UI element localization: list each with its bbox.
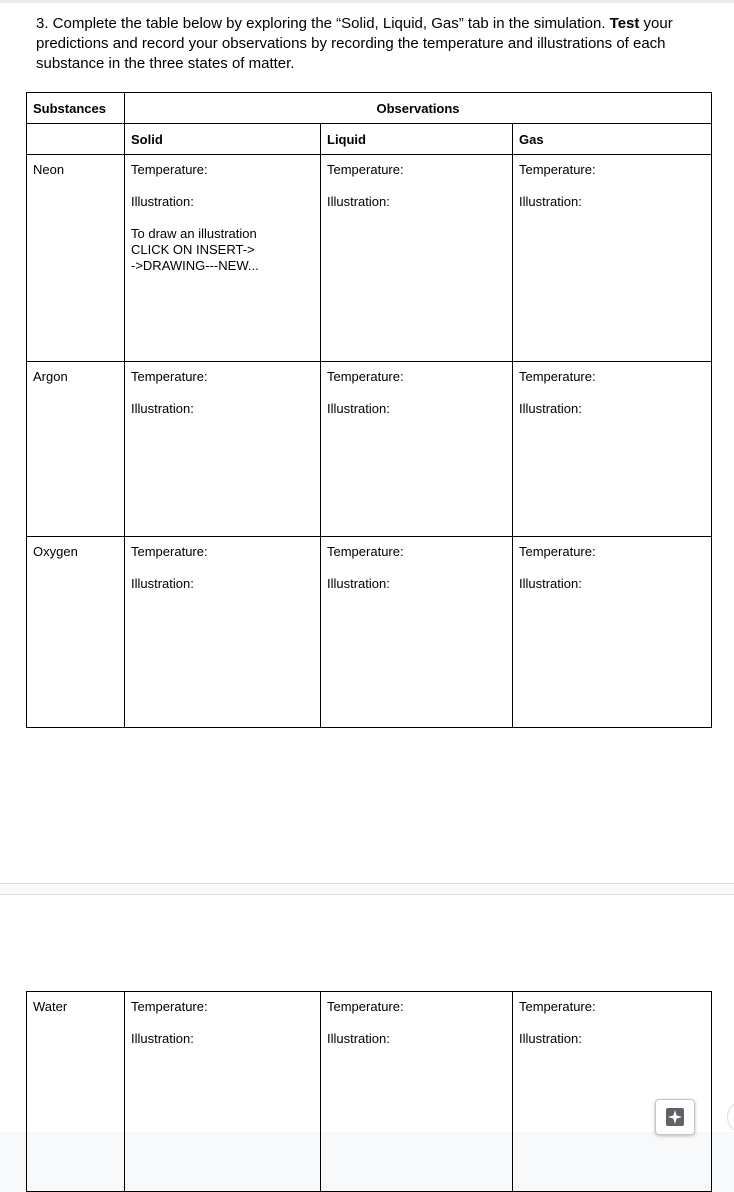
illustration-label: Illustration: (519, 194, 582, 209)
temperature-label: Temperature: (131, 162, 208, 177)
temperature-label: Temperature: (327, 162, 404, 177)
gas-cell[interactable] (513, 537, 712, 728)
solid-cell[interactable] (125, 992, 321, 1192)
temperature-label: Temperature: (519, 999, 596, 1014)
illustration-label: Illustration: (519, 576, 582, 591)
temperature-label: Temperature: (327, 999, 404, 1014)
drawing-instruction-note: To draw an illustration CLICK ON INSERT-> ->DRAWING---NEW... (131, 226, 259, 273)
illustration-label: Illustration: (327, 1031, 390, 1046)
header-gas: Gas (513, 124, 712, 155)
illustration-label: Illustration: (327, 576, 390, 591)
subheader-empty (27, 124, 125, 155)
illustration-label: Illustration: (519, 1031, 582, 1046)
temperature-label: Temperature: (519, 369, 596, 384)
header-observations: Observations (125, 93, 712, 124)
header-solid: Solid (125, 124, 321, 155)
liquid-cell[interactable] (321, 362, 513, 537)
illustration-label: Illustration: (327, 401, 390, 416)
sparkle-icon (665, 1107, 685, 1127)
temperature-label: Temperature: (327, 544, 404, 559)
temperature-label: Temperature: (131, 369, 208, 384)
substance-cell[interactable] (27, 362, 125, 537)
table-row-argon (27, 362, 712, 537)
illustration-label: Illustration: (131, 576, 194, 591)
illustration-label: Illustration: (327, 194, 390, 209)
question-part-2: your predictions and record your observations by recording the temperature and illustrations of each substance in the three states of matter. (36, 15, 673, 72)
solid-cell[interactable] (125, 155, 321, 362)
substance-cell[interactable] (27, 992, 125, 1192)
illustration-label: Illustration: (131, 401, 194, 416)
gas-cell[interactable] (513, 362, 712, 537)
liquid-cell[interactable] (321, 155, 513, 362)
illustration-label: Illustration: (519, 401, 582, 416)
temperature-label: Temperature: (519, 544, 596, 559)
explore-button[interactable] (655, 1099, 695, 1135)
gas-cell[interactable] (513, 155, 712, 362)
table-subheader-row (27, 124, 712, 155)
substance-name: Water (33, 999, 68, 1014)
temperature-label: Temperature: (131, 999, 208, 1014)
question-bold-word: Test (609, 15, 640, 32)
table-row-water (27, 992, 712, 1192)
substance-cell[interactable] (27, 155, 125, 362)
observations-table-continued (26, 991, 712, 1192)
solid-cell[interactable] (125, 362, 321, 537)
illustration-label: Illustration: (131, 1031, 194, 1046)
substance-name: Oxygen (33, 544, 78, 559)
solid-cell[interactable] (125, 537, 321, 728)
temperature-label: Temperature: (519, 162, 596, 177)
temperature-label: Temperature: (131, 544, 208, 559)
illustration-label: Illustration: (131, 194, 194, 209)
liquid-cell[interactable] (321, 537, 513, 728)
table-row-neon (27, 155, 712, 362)
liquid-cell[interactable] (321, 992, 513, 1192)
substance-name: Neon (33, 162, 65, 177)
table-row-oxygen (27, 537, 712, 728)
temperature-label: Temperature: (327, 369, 404, 384)
question-text (36, 14, 676, 74)
header-substances: Substances (27, 93, 125, 124)
question-part-1: 3. Complete the table below by exploring the “Solid, Liquid, Gas” tab in the simulation. (36, 15, 610, 32)
substance-cell[interactable] (27, 537, 125, 728)
table-header-row (27, 93, 712, 124)
observations-table (26, 92, 712, 728)
substance-name: Argon (33, 369, 68, 384)
gas-cell[interactable] (513, 992, 712, 1192)
header-liquid: Liquid (321, 124, 513, 155)
